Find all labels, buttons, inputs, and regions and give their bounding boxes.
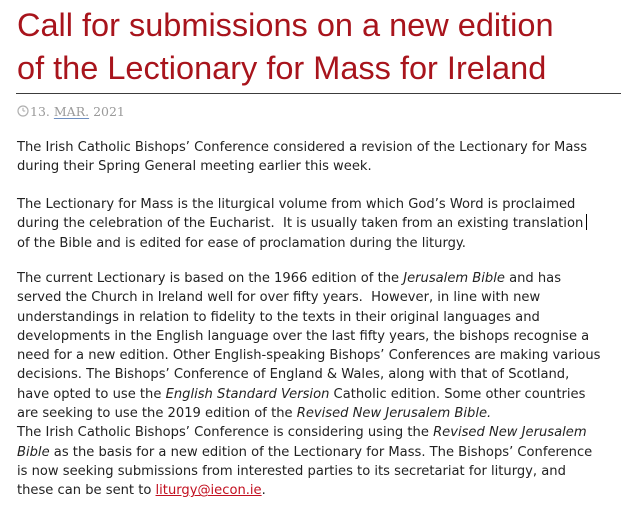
paragraph-3-line-7 [17, 385, 600, 404]
text-run: these can be sent to [17, 483, 156, 499]
italic-title-esv: English Standard Version [165, 386, 330, 402]
date-month-link[interactable]: MAR. [53, 104, 90, 119]
paragraph-3-line-6: decisions. The Bishops’ Conference of England & Wales, along with that of Scotland, [17, 367, 570, 383]
text-run: The Irish Catholic Bishops’ Conference is considering using the [17, 425, 434, 441]
paragraph-2-line-3: of the Bible and is edited for ease of proclamation during the liturgy. [17, 235, 466, 251]
paragraph-2 [17, 195, 587, 253]
text-run: are seeking to use the 2019 edition of the [17, 406, 297, 422]
italic-title-rnjb-2: Revised New Jerusalem [433, 425, 587, 441]
paragraph-3-line-9 [17, 423, 600, 442]
text-run: The current Lectionary is based on the 1966 edition of the [17, 271, 404, 286]
paragraph-1-line-1: The Irish Catholic Bishops’ Conference considered a revision of the Lectionary for Mass [17, 140, 588, 155]
email-link[interactable]: liturgy@iecon.ie [155, 483, 262, 499]
italic-title-rnjb: Revised New Jerusalem Bible. [296, 406, 492, 422]
paragraph-1 [17, 138, 587, 177]
paragraph-3-line-4: developments in the English language over the last fifty years, the bishops recognise a [17, 328, 590, 344]
clock-icon [17, 105, 29, 117]
paragraph-3-line-5: need for a new edition. Other English-speaking Bishops’ Conferences are making various [17, 348, 601, 364]
paragraph-3-line-11: is now seeking submissions from interested parties to its secretariat for liturgy, and [17, 463, 566, 479]
paragraph-2-line-2 [17, 214, 587, 233]
text-run: . [261, 483, 266, 499]
post-date [17, 103, 125, 121]
title-line-1: Call for submissions on a new edition [17, 7, 554, 43]
paragraph-3-line-1 [17, 269, 600, 288]
text-run: and has [504, 271, 562, 286]
text-run: Catholic edition. Some other countries [329, 386, 586, 402]
paragraph-3 [17, 269, 600, 501]
paragraph-3-line-2: served the Church in Ireland well for over fifty years. However, in line with new [17, 290, 541, 306]
paragraph-3-line-10 [17, 443, 600, 462]
paragraph-3-line-8 [17, 404, 600, 423]
italic-title-bible: Bible [17, 444, 50, 460]
title-line-2: of the Lectionary for Mass for Ireland [17, 50, 547, 86]
paragraph-3-line-12 [17, 481, 600, 500]
paragraph-2-line-1: The Lectionary for Mass is the liturgical volume from which God’s Word is proclaimed [17, 197, 576, 212]
italic-title-jerusalem-bible: Jerusalem Bible [403, 271, 505, 286]
page-title [17, 4, 627, 90]
title-divider [16, 93, 621, 94]
date-day: 13. [30, 104, 50, 119]
date-year: 2021 [93, 104, 125, 119]
paragraph-2-line-2-text: during the celebration of the Eucharist. It is usually taken from an existing translation [17, 216, 584, 232]
text-cursor [586, 214, 587, 230]
text-run: as the basis for a new edition of the Lectionary for Mass. The Bishops’ Conference [49, 444, 593, 460]
text-run: have opted to use the [17, 386, 166, 402]
paragraph-1-line-2: during their Spring General meeting earlier this week. [17, 159, 372, 175]
paragraph-3-line-3: understandings in relation to fidelity to the texts in their original languages and [17, 309, 540, 325]
